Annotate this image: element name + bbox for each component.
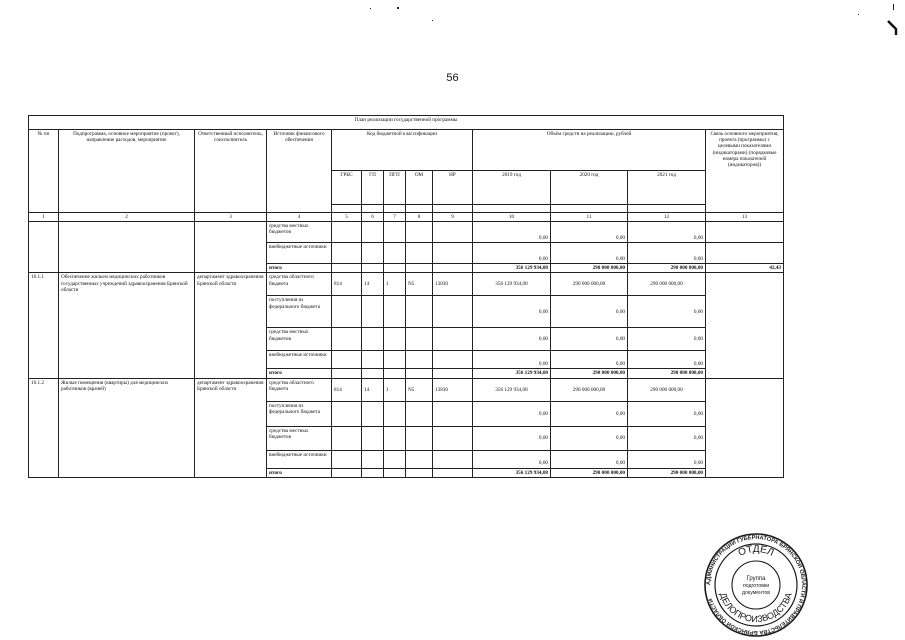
value-2020: 290 000 000,00	[551, 468, 628, 477]
value-2019: 0,00	[473, 243, 551, 264]
source-cell: итого	[267, 264, 332, 273]
stamp-line-2: подготовки	[742, 583, 770, 589]
source-cell: средства местных бюджетов	[267, 222, 332, 243]
col-number: 3	[195, 213, 267, 222]
value-2019: 0,00	[473, 351, 551, 369]
value-2019: 356 129 934,08	[473, 264, 551, 273]
value-2021: 0,00	[628, 243, 706, 264]
header-2019: 2019 год	[473, 171, 551, 205]
col-number: 2	[59, 213, 195, 222]
nr-code: 13830	[433, 378, 473, 401]
source-cell: поступления из федерального бюджета	[267, 401, 332, 426]
value-2020: 290 000 000,00	[551, 264, 628, 273]
value-2020: 290 000 000,00	[551, 273, 628, 296]
stamp-bottom-text: ДЕЛОПРОИЗВОДСТВА	[718, 591, 794, 625]
header-nr: НР	[433, 171, 473, 205]
row-num: 16.1.2	[29, 378, 59, 477]
value-2021: 0,00	[628, 222, 706, 243]
svg-text:ДЕЛОПРОИЗВОДСТВА	[718, 591, 794, 624]
executor-cell: департамент здравоохранения Брянской области	[195, 273, 267, 378]
value-2019: 0,00	[473, 296, 551, 328]
col-number: 13	[706, 213, 784, 222]
header-volume: Объём средств на реализацию, рублей	[473, 130, 706, 171]
source-cell: средства областного бюджета	[267, 378, 332, 401]
value-2021: 290 000 000,00	[628, 273, 706, 296]
header-2021: 2021 год	[628, 171, 706, 205]
value-2021: 0,00	[628, 328, 706, 351]
pgp-code: 1	[384, 378, 406, 401]
value-2020: 0,00	[551, 243, 628, 264]
indicator-link-value: 42,43	[706, 264, 784, 273]
value-2021: 0,00	[628, 401, 706, 426]
col-number: 11	[551, 213, 628, 222]
table-title: План реализации государственной программы	[29, 116, 784, 130]
row-num: 16.1.1	[29, 273, 59, 378]
gp-code: 14	[362, 273, 384, 296]
value-2019: 0,00	[473, 426, 551, 450]
value-2020: 290 000 000,00	[551, 378, 628, 401]
svg-text:ОТДЕЛ	[737, 544, 776, 559]
col-number: 1	[29, 213, 59, 222]
value-2021: 0,00	[628, 426, 706, 450]
value-2019: 356 129 934,08	[473, 273, 551, 296]
col-number: 10	[473, 213, 551, 222]
value-2021: 0,00	[628, 450, 706, 468]
source-cell: внебюджетные источники	[267, 450, 332, 468]
nr-code: 13830	[433, 273, 473, 296]
table-row	[29, 378, 784, 401]
measure-name: Жилые помещения (квартиры) для медицинских работников (врачей)	[59, 378, 195, 477]
source-cell: средства областного бюджета	[267, 273, 332, 296]
value-2021: 0,00	[628, 351, 706, 369]
header-num: № пп	[29, 130, 59, 213]
value-2020: 0,00	[551, 296, 628, 328]
col-number: 7	[384, 213, 406, 222]
department-stamp	[703, 532, 809, 638]
source-cell: итого	[267, 369, 332, 378]
stamp-line-1: Группа	[746, 576, 766, 582]
stamp-ring-text: АДМИНИСТРАЦИИ ГУБЕРНАТОРА БРЯНСКОЙ ОБЛАСТИ И ПРАВИТЕЛЬСТВА БРЯНСКОЙ ОБЛАСТИ	[705, 534, 807, 636]
measure-name: Обеспечение жильем медицинских работников государственных учреждений здравоохранения Брянской области	[59, 273, 195, 378]
page-number: 56	[446, 72, 459, 84]
col-number: 8	[406, 213, 433, 222]
header-om: ОМ	[406, 171, 433, 205]
executor-cell: департамент здравоохранения Брянской области	[195, 378, 267, 477]
value-2020: 0,00	[551, 328, 628, 351]
value-2020: 290 000 000,00	[551, 369, 628, 378]
om-code: N5	[406, 273, 433, 296]
source-cell: внебюджетные источники	[267, 243, 332, 264]
om-code: N5	[406, 378, 433, 401]
pgp-code: 1	[384, 273, 406, 296]
header-2020: 2020 год	[551, 171, 628, 205]
stamp-top-text: ОТДЕЛ	[736, 543, 776, 559]
col-number: 9	[433, 213, 473, 222]
value-2021: 290 000 000,00	[628, 264, 706, 273]
value-2019: 356 129 934,08	[473, 468, 551, 477]
grbs-code: 814	[332, 273, 362, 296]
value-2019: 356 129 934,08	[473, 369, 551, 378]
value-2021: 290 000 000,00	[628, 378, 706, 401]
value-2019: 0,00	[473, 450, 551, 468]
header-pgp: ПГП	[384, 171, 406, 205]
source-cell: поступления из федерального бюджета	[267, 296, 332, 328]
value-2019: 0,00	[473, 222, 551, 243]
value-2021: 290 000 000,00	[628, 369, 706, 378]
header-source: Источник финансового обеспечения	[267, 130, 332, 213]
value-2021: 290 000 000,00	[628, 468, 706, 477]
col-number: 6	[362, 213, 384, 222]
grbs-code: 814	[332, 378, 362, 401]
value-2020: 0,00	[551, 222, 628, 243]
source-cell: средства местных бюджетов	[267, 426, 332, 450]
header-subprogram: Подпрограмма, основное мероприятие (проект), направление расходов, мероприятие	[59, 130, 195, 213]
value-2021: 0,00	[628, 296, 706, 328]
corner-scan-mark	[887, 20, 898, 36]
header-gp: ГП	[362, 171, 384, 205]
source-cell: средства местных бюджетов	[267, 328, 332, 351]
col-number: 5	[332, 213, 362, 222]
value-2019: 356 129 934,08	[473, 378, 551, 401]
value-2019: 0,00	[473, 401, 551, 426]
header-budget-code: Код бюджетной классификации	[332, 130, 473, 171]
plan-table	[28, 115, 784, 478]
value-2020: 0,00	[551, 426, 628, 450]
value-2019: 0,00	[473, 328, 551, 351]
header-executor: Ответственный исполнитель, соисполнитель	[195, 130, 267, 213]
stamp-line-3: документов	[741, 590, 771, 596]
table-row	[29, 222, 784, 243]
source-cell: внебюджетные источники	[267, 351, 332, 369]
value-2020: 0,00	[551, 450, 628, 468]
col-number: 4	[267, 213, 332, 222]
header-grbs: ГРБС	[332, 171, 362, 205]
gp-code: 14	[362, 378, 384, 401]
col-number: 12	[628, 213, 706, 222]
source-cell: итого	[267, 468, 332, 477]
value-2020: 0,00	[551, 401, 628, 426]
value-2020: 0,00	[551, 351, 628, 369]
header-indicator-link: Связь основного мероприятия, проекта (программы) с целевыми показателями (индикаторами) (порядковые номера показателей (индикаторов))	[706, 130, 784, 213]
table-row	[29, 273, 784, 296]
